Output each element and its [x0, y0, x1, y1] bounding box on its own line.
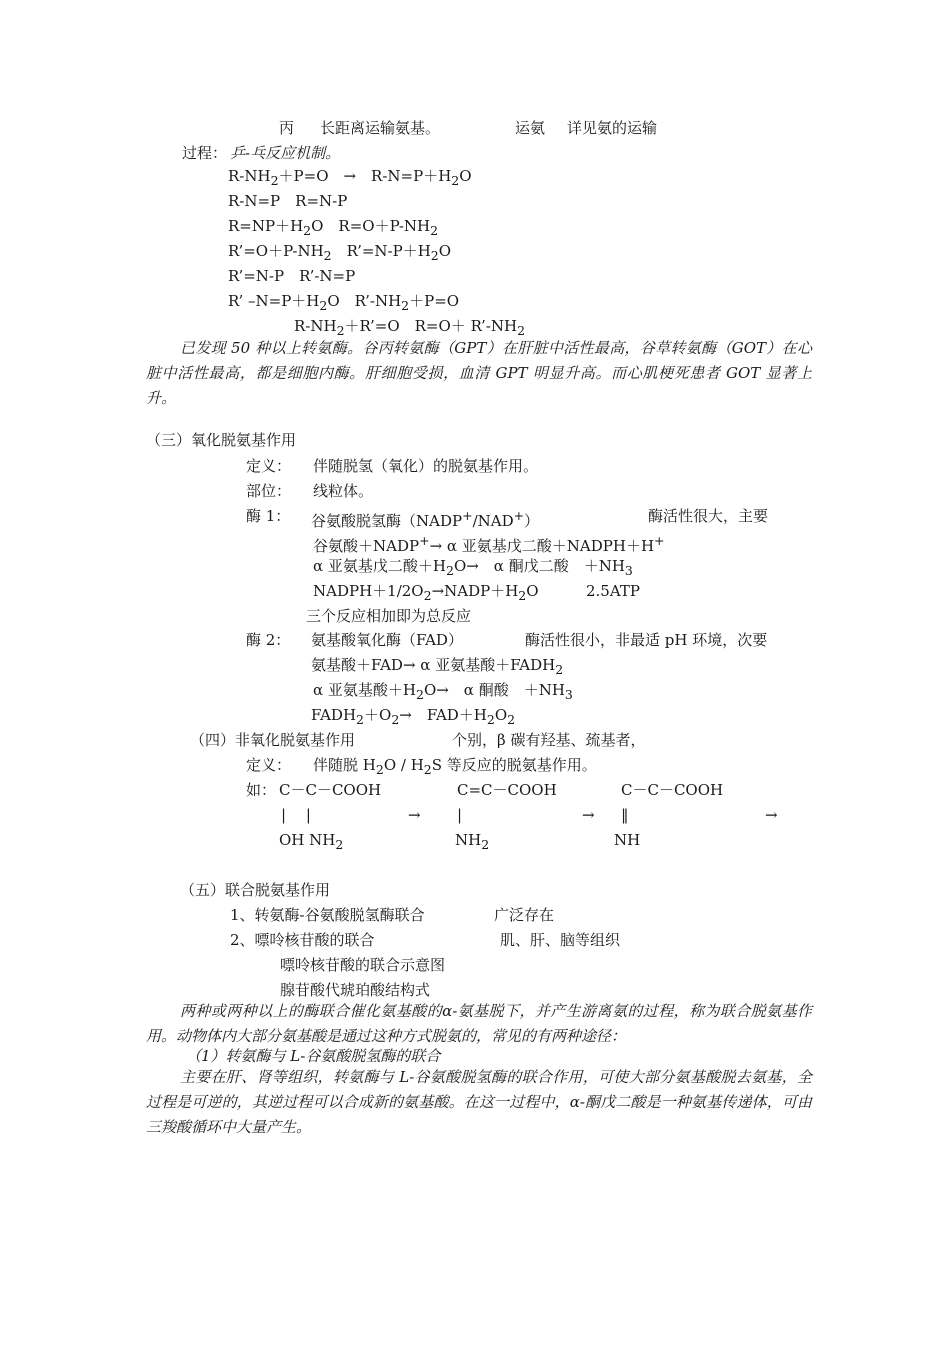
enzyme-2-label: 酶 2：	[246, 631, 291, 649]
transaminase-glutamate-paragraph: 主要在肝、肾等组织，转氨酶与 L-谷氨酸脱氢酶的联合作用，可使大部分氨基酸脱去氨基，全过程是可逆的，其逆过程可以合成新的氨基酸。在这一过程中，α-酮戊二酸是一种氨基传递体，可由三羧酸循环中大量产生。	[146, 1068, 812, 1136]
enzyme-1-name: 谷氨酸脱氢酶（NADP+/NAD+）	[311, 508, 540, 530]
equation-5: R’=N-P R’-N=P	[228, 267, 356, 285]
structure-1-top: C－C－COOH	[279, 781, 382, 799]
combined-item-2: 2、嘌呤核苷酸的联合	[230, 931, 375, 949]
section-4-heading: （四）非氧化脱氨基作用	[190, 731, 356, 749]
reaction-1: 谷氨酸＋NADP+→ α 亚氨基戊二酸＋NADPH＋H+	[313, 533, 665, 555]
example-label: 如：	[246, 781, 277, 799]
transport-c4: 详见氨的运输	[567, 119, 658, 137]
section-5-heading: （五）联合脱氨基作用	[180, 881, 331, 899]
enzyme-1-note: 酶活性很大，主要	[648, 507, 769, 525]
structure-1-bottom: OH $NH_2$	[279, 831, 344, 852]
reaction-3-atp: 2.5ATP	[586, 582, 640, 600]
enzyme-2-name: 氨基酸氧化酶（FAD）	[311, 631, 463, 649]
reaction-5: α 亚氨基酸$+H_2O\to$ α 酮酸 $+NH_3$	[313, 681, 573, 702]
structure-2-top: C=C－COOH	[457, 781, 557, 799]
sec4-def-label: 定义：	[246, 756, 292, 774]
structure-2-bonds: |	[457, 806, 463, 824]
total-reaction-note: 三个反应相加即为总反应	[306, 607, 472, 625]
reaction-4: 氨基酸＋FAD→ α 亚氨基酸$+FADH_2$	[311, 656, 564, 677]
process-label: 过程：	[182, 144, 228, 162]
combined-deamination-paragraph: 两种或两种以上的酶联合催化氨基酸的α-氨基脱下，并产生游离氨的过程，称为联合脱氨基作用。动物体内大部分氨基酸是通过这种方式脱氨的，常见的有两种途径：	[146, 1002, 812, 1045]
transport-c3: 运氨	[515, 119, 546, 137]
combined-item-1: 1、转氨酶-谷氨酸脱氢酶联合	[230, 906, 425, 924]
section-3-heading: （三）氧化脱氨基作用	[146, 431, 297, 449]
sec3-def-label: 定义：	[246, 457, 292, 475]
arrow-2: →	[582, 806, 595, 824]
combined-item-1-note: 广泛存在	[494, 906, 555, 924]
structure-2-bottom: $NH_2$	[455, 831, 490, 852]
sec3-site-text: 线粒体。	[313, 482, 374, 500]
structure-3-top: C－C－COOH	[621, 781, 724, 799]
enzyme-1-label: 酶 1：	[246, 507, 291, 525]
structure-3-bonds: ‖	[621, 806, 629, 824]
equation-6: R’ $-N=P+H_2O$ $R’-NH_2+P=O$	[228, 292, 460, 313]
equation-1: $R-NH_2+P=O$ → $R-N=P+H_2O$	[228, 167, 472, 188]
section-4-note: 个别，β 碳有羟基、巯基者，	[452, 731, 646, 749]
sec3-site-label: 部位：	[246, 482, 292, 500]
process-title: 乒-乓反应机制。	[230, 144, 341, 162]
reaction-6: $FADH_2+O_2\to$ $FAD+H_2O_2$	[311, 706, 516, 727]
equation-7: $R-NH_2+R’=O$ $R=O+ R’-NH_2$	[294, 317, 526, 338]
equation-3: $R=NP+H_2O$ $R=O+P-NH_2$	[228, 217, 439, 238]
transport-c1: 丙	[279, 119, 295, 137]
arrow-1: →	[408, 806, 421, 824]
reaction-2: α 亚氨基戊二酸$+H_2O\to$ α 酮戊二酸 $+NH_3$	[313, 557, 633, 578]
enzyme-2-note: 酶活性很小，非最适 pH 环境，次要	[525, 631, 768, 649]
equation-2: R-N=P R=N-P	[228, 192, 348, 210]
purine-cycle-diagram-label: 嘌呤核苷酸的联合示意图	[280, 956, 446, 974]
combined-item-2-note: 肌、肝、脑等组织	[500, 931, 621, 949]
structure-1-bonds: | |	[281, 806, 311, 824]
reaction-3: $NADPH+1/2O_2\to NADP+H_2O$	[313, 582, 539, 603]
structure-3-bottom: NH	[614, 831, 641, 849]
equation-4: $R’=O+P-NH_2$ $R’=N-P+H_2O$	[228, 242, 452, 263]
arrow-3: →	[765, 806, 778, 824]
sec4-def-text: 伴随脱 $H_2O / H_2S$ 等反应的脱氨基作用。	[313, 756, 597, 777]
combined-sub-heading: （1）转氨酶与 L-谷氨酸脱氢酶的联合	[186, 1047, 441, 1065]
transport-c2: 长距离运输氨基。	[320, 119, 441, 137]
sec3-def-text: 伴随脱氢（氧化）的脱氨基作用。	[313, 457, 539, 475]
transaminase-note: 已发现 50 种以上转氨酶。谷丙转氨酶（GPT）在肝脏中活性最高，谷草转氨酶（GOT）在心脏中活性最高，都是细胞内酶。肝细胞受损，血清 GPT 明显升高。而心肌梗死患者 GOT 显著上升。	[146, 339, 812, 407]
adenylosuccinate-structure-label: 腺苷酸代琥珀酸结构式	[280, 981, 431, 999]
